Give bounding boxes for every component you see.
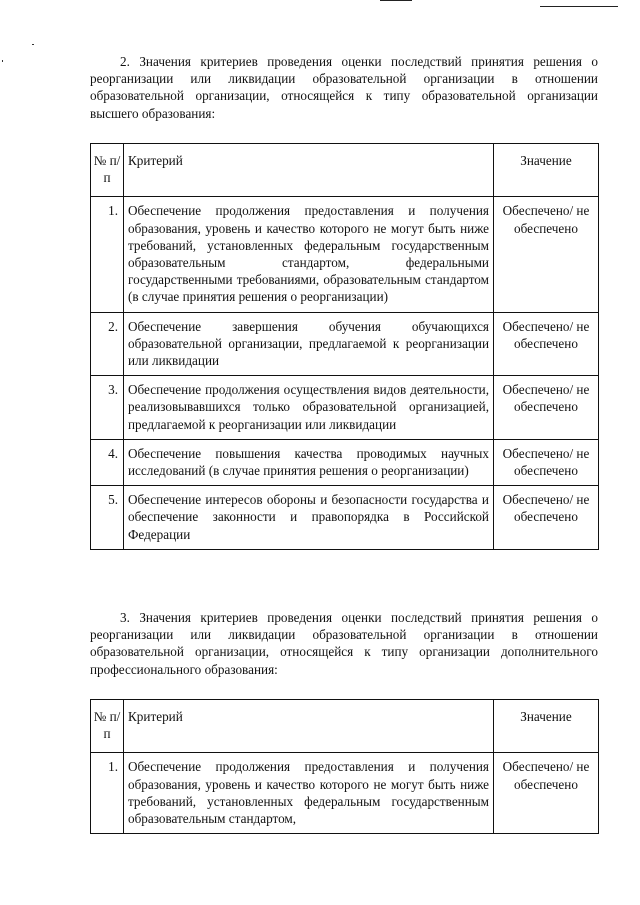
column-header-criterion: Критерий [124,144,494,197]
row-number: 2. [91,312,124,376]
column-header-number: № п/п [91,700,124,753]
scan-speck [32,44,34,45]
column-header-value: Значение [494,144,599,197]
section-3-heading: 3. Значения критериев проведения оценки последствий принятия решения о реорганизации или ликвидации образовательной организации в отношении образовательной организации, относящейся к типу организации дополнительного профессионального образования: [90,610,598,677]
row-number: 1. [91,197,124,312]
row-number: 1. [91,753,124,834]
column-header-number: № п/п [91,144,124,197]
row-number: 5. [91,486,124,550]
table-row [91,439,599,485]
criterion-value: Обеспечено/ не обеспечено [494,376,599,440]
criterion-text: Обеспечение продолжения осуществления видов деятельности, реализовывавшихся только образовательной организацией, предлагаемой к реорганизации или ликвидации [124,376,494,440]
table-row [91,753,599,834]
scan-artifact-top [380,0,412,1]
criterion-text: Обеспечение завершения обучения обучающихся образовательной организации, предлагаемой к реорганизации или ликвидации [124,312,494,376]
criterion-value: Обеспечено/ не обеспечено [494,312,599,376]
row-number: 4. [91,439,124,485]
table-row [91,312,599,376]
criterion-value: Обеспечено/ не обеспечено [494,439,599,485]
column-header-value: Значение [494,700,599,753]
column-header-criterion: Критерий [124,700,494,753]
criteria-table-higher-education [90,143,599,550]
table-row [91,197,599,312]
scan-speck [2,60,3,62]
criterion-text: Обеспечение повышения качества проводимых научных исследований (в случае принятия решения о реорганизации) [124,439,494,485]
criterion-value: Обеспечено/ не обеспечено [494,753,599,834]
criterion-value: Обеспечено/ не обеспечено [494,486,599,550]
criteria-table-additional-professional-education [90,699,599,834]
row-number: 3. [91,376,124,440]
table-header-row [91,144,599,197]
table-row [91,486,599,550]
criterion-text: Обеспечение продолжения предоставления и получения образования, уровень и качество которого не могут быть ниже требований, установленных федеральным государственным образовательным стандартом, [124,753,494,834]
table-header-row [91,700,599,753]
table-row [91,376,599,440]
criterion-text: Обеспечение интересов обороны и безопасности государства и обеспечение законности и правопорядка в Российской Федерации [124,486,494,550]
criterion-text: Обеспечение продолжения предоставления и получения образования, уровень и качество которого не могут быть ниже требований, установленных федеральным государственным образовательным стандартом, федеральными государственными требованиями, образовательным стандартом (в случае принятия решения о реорганизации) [124,197,494,312]
scan-artifact-corner [540,6,618,7]
criterion-value: Обеспечено/ не обеспечено [494,197,599,312]
section-2-heading: 2. Значения критериев проведения оценки последствий принятия решения о реорганизации или ликвидации образовательной организации в отношении образовательной организации, относящейся к типу образовательной организации высшего образования: [90,54,598,121]
